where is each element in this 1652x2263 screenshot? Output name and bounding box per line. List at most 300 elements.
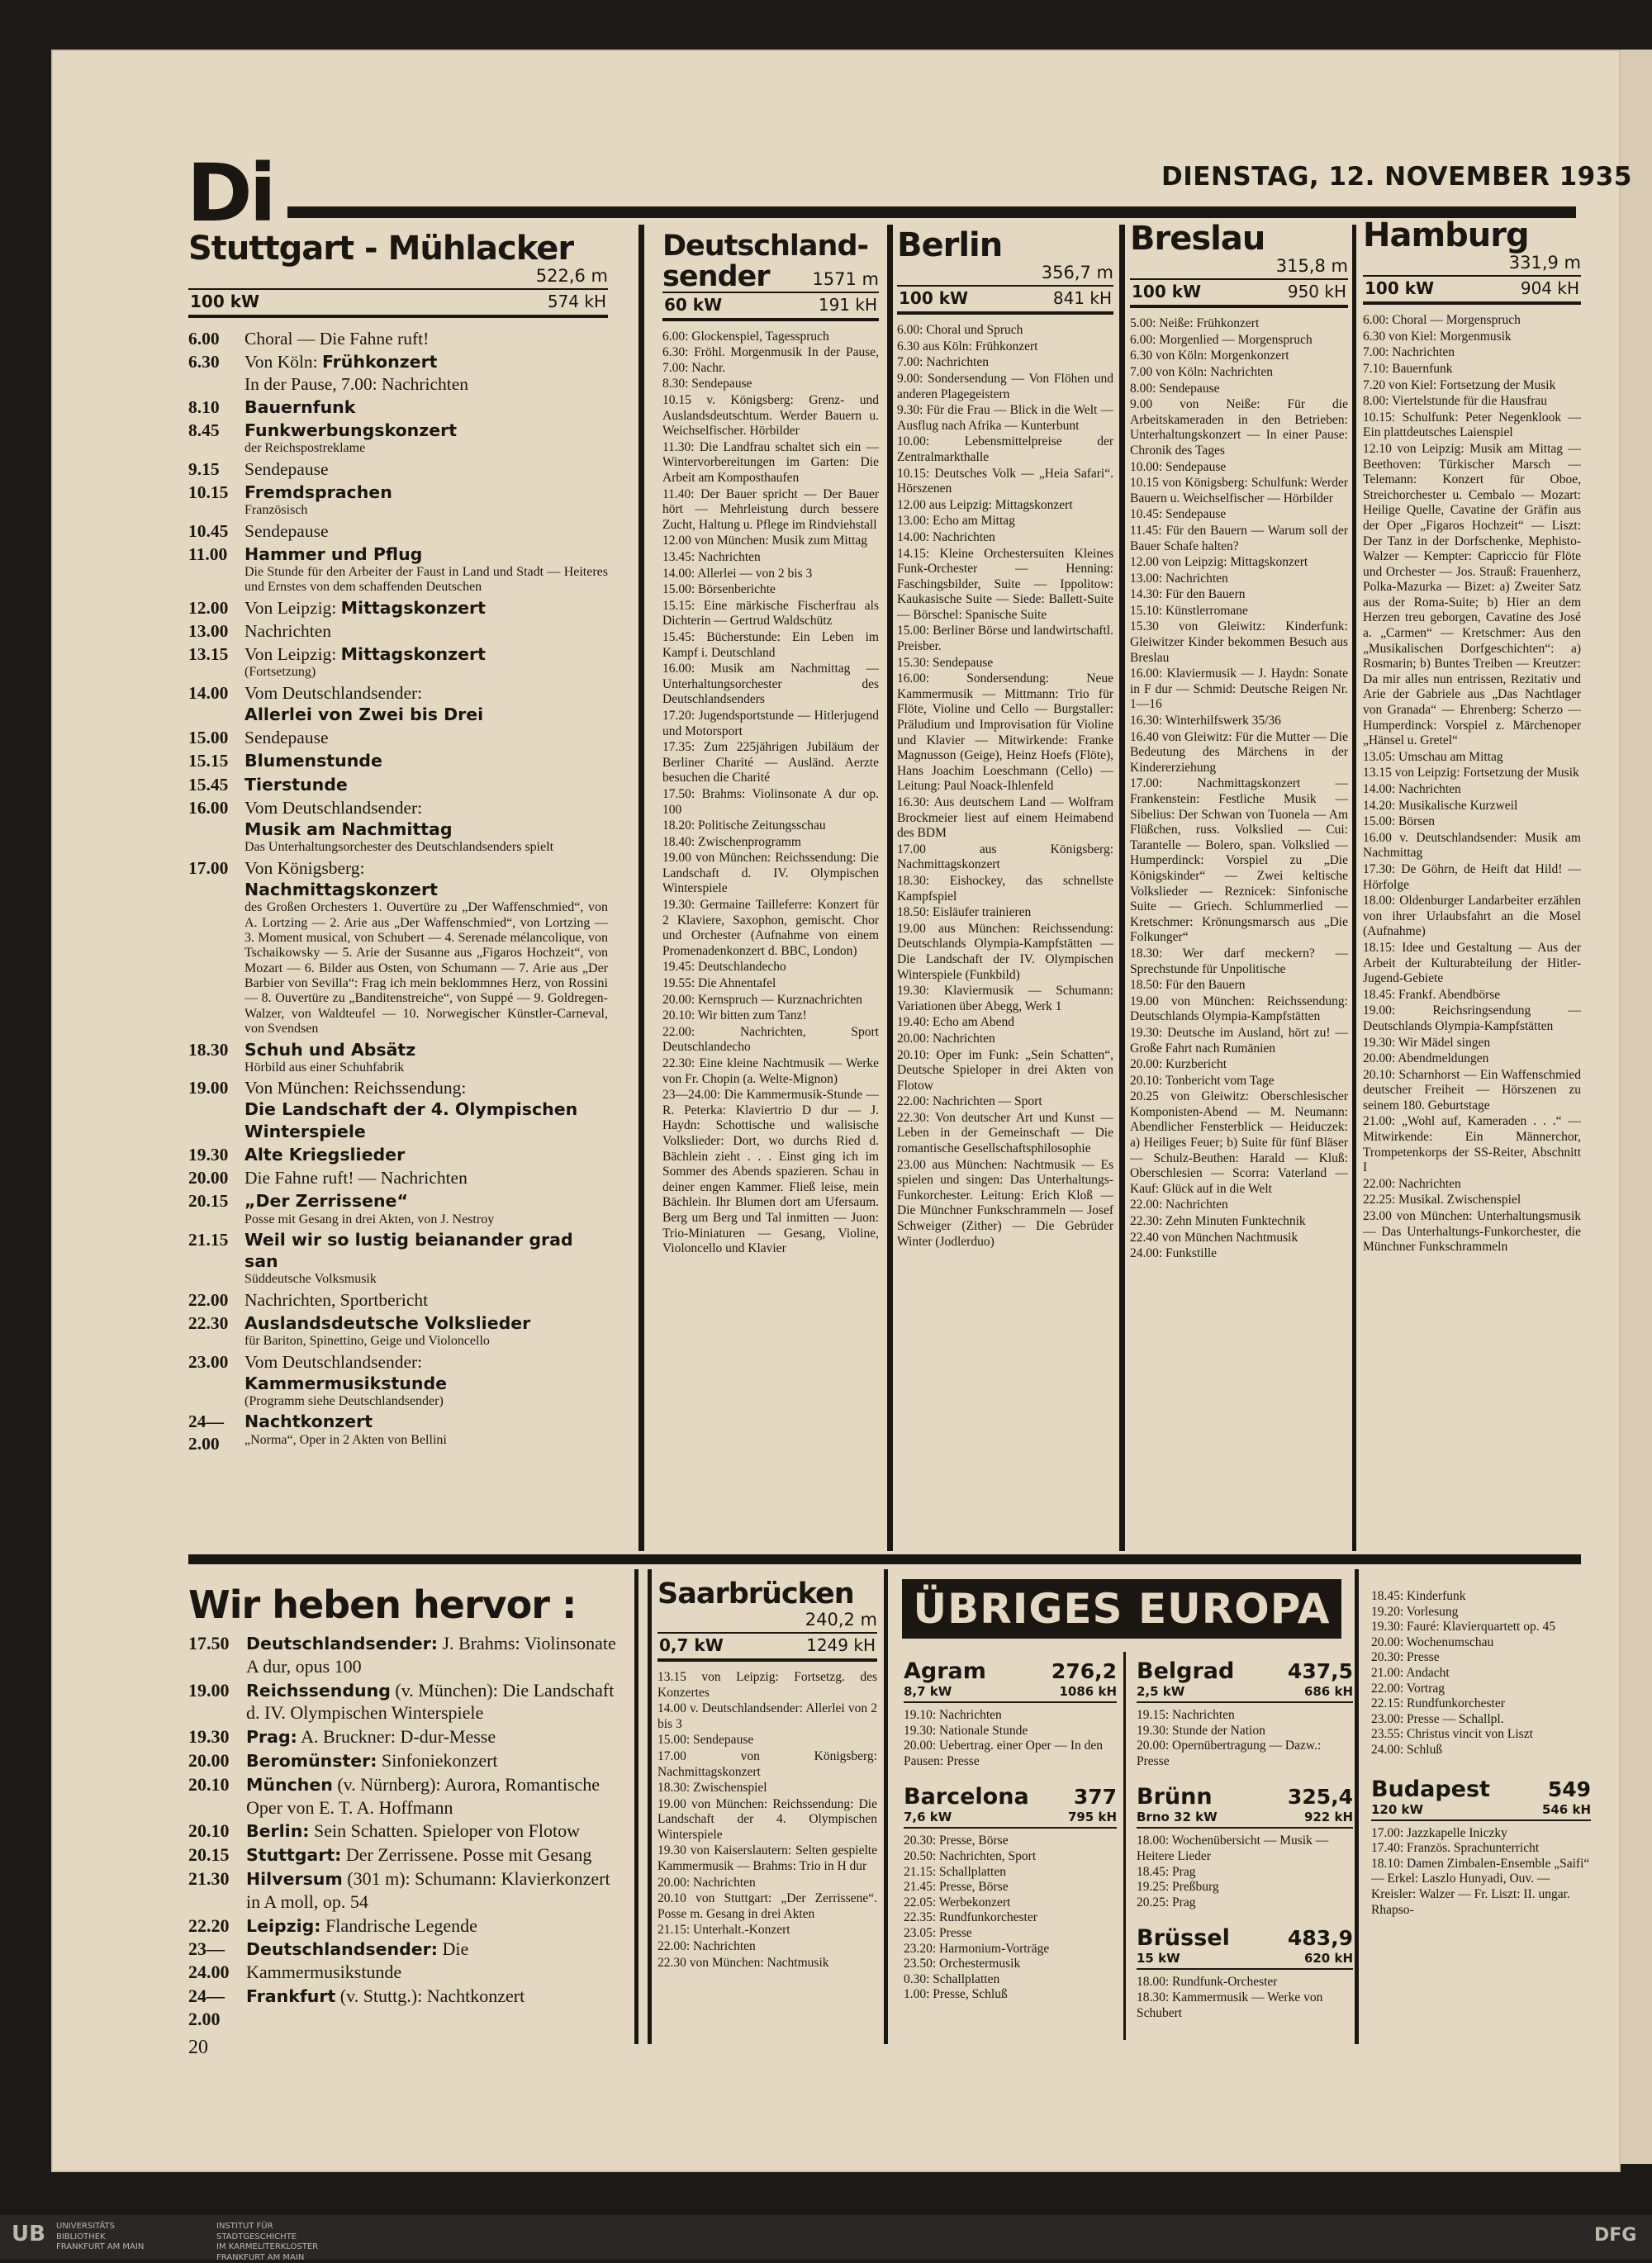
station-hamburg [1363,218,1581,1551]
program-body [244,1077,608,1142]
column-divider [1352,225,1356,1551]
program-entry: 22.15: Rundfunkorchester [1371,1696,1505,1711]
column-divider [634,1569,638,2044]
program-entry: 6.00: Choral — Morgenspruch [1363,313,1521,328]
highlight-body [246,1819,626,1843]
program-text: Die Fahne ruft! — Nachrichten [244,1168,468,1188]
station-power: 15 kW [1137,1951,1180,1966]
program-entry [188,774,608,795]
program-entry: 24.00: Schluß [1371,1742,1443,1757]
program-text: Nachrichten [244,620,332,641]
program-title: „Der Zerrissene“ [244,1191,408,1212]
highlight-text: Sein Schatten. Spieloper von Flotow [309,1820,581,1842]
program-time: 9.15 [188,458,220,479]
program-entry: 15.45: Bücherstunde: Ein Leben im Kampf i. Deutschland [662,629,879,660]
station-header [1137,1658,1353,1684]
highlight-text: Sinfoniekonzert [377,1749,498,1771]
program-title: Frühkonzert [321,352,438,372]
program-time: 6.30 [188,352,220,372]
program-entry: 17.00 von Königsberg: Nachmittagskonzert [657,1748,877,1779]
program-entry: 16.00: Musik am Nachmittag — Unterhaltungsorchester des Deutschlandsenders [662,662,879,707]
program-entry: 18.20: Politische Zeitungsschau [662,818,826,833]
station-stuttgart [188,231,608,1553]
program-note: Die Stunde für den Arbeiter der Faust in Land und Stadt — Heiteres und Ernstes von dem schaffenden Deutschen [244,564,608,595]
program-title: Funkwerbungskonzert [244,420,458,441]
program-entry: 6.00: Morgenlied — Morgenspruch [1130,332,1313,347]
program-text: Vom Deutschlandsender: [244,682,423,703]
program-entry: 23.50: Orchestermusik [904,1957,1021,1971]
program-entry: 18.45: Prag [1137,1864,1196,1879]
program-note: (Fortsetzung) [244,665,316,680]
program-body [244,351,608,394]
europe-left-column [904,1658,1117,2042]
program-entry: 19.30: Fauré: Klavierquartett op. 45 [1371,1620,1555,1634]
program-list [1371,1826,1591,1919]
station-name: Barcelona [904,1784,1029,1810]
day-abbreviation: Di [187,147,273,240]
program-time: 22.00 [188,1289,229,1310]
program-entry: 19.00 von München: Reichssendung: Die Landschaft d. IV. Olympischen Winterspiele [662,851,879,896]
program-text: Nachrichten, Sportbericht [244,1289,429,1310]
program-body [244,1144,608,1165]
program-entry: 17.00 aus Königsberg: Nachmittagskonzert [897,842,1113,872]
station-frequency: 546 kH [1541,1801,1591,1817]
station-wavelength: 1571 m [812,268,879,289]
station-brünn [1137,1784,1353,1910]
column-divider [648,1569,652,2044]
station-frequency: 620 kH [1303,1951,1353,1966]
program-entry: 21.45: Presse, Börse [904,1880,1009,1895]
program-entry: 16.40 von Gleiwitz: Für die Mutter — Die Bedeutung des Märchens in der Kindererziehung [1130,729,1348,775]
program-entry: 22.35: Rundfunkorchester [904,1910,1037,1925]
highlight-station: Deutschlandsender: [246,1634,438,1653]
program-entry [188,643,608,681]
program-entry: 18.15: Idee und Gestaltung — Aus der Arbeit der Kulturabteilung der Hitler-Jugend-Gebiete [1363,940,1581,986]
program-entry: 22.00: Nachrichten [1363,1176,1461,1191]
program-entry: 6.30 von Köln: Morgenkonzert [1130,349,1289,363]
program-entry: 14.00 v. Deutschlandsender: Allerlei von 2 bis 3 [657,1701,877,1731]
program-entry: 5.00: Neiße: Frühkonzert [1130,316,1260,331]
program-entry: 17.50: Brahms: Violinsonate A dur op. 100 [662,786,879,817]
column-divider [1355,1569,1359,2044]
program-entry: 23—24.00: Die Kammermusik-Stunde — R. Peterka: Klaviertrio D dur — J. Haydn: Schottische und walisische Volkslieder: Dort, wo durchs Ried d. Bächlein zieht . . . Einst ging ich im Sommer des Abends spazieren. Schau in deiner engen Kammer. Fließ leise, mein Bächlein. Ihr Blumen dort am Ufersaum. Berg um Berg und Tal inmitten — Juon: Trio-Miniaturen — Gesang, Violine, Violoncello und Klavier [662,1088,879,1256]
program-list [188,328,608,1454]
station-frequency: 191 kH [818,294,877,315]
highlight-time: 20.15 [188,1844,230,1866]
station-power: 100 kW [1365,278,1435,299]
program-entry: 6.00: Choral und Spruch [897,323,1023,338]
program-entry: 13.45: Nachrichten [662,550,761,564]
program-time: 19.00 [188,1078,229,1098]
station-brüssel [1137,1925,1353,2021]
program-title: Musik am Nachmittag [244,819,453,840]
program-entry: 12.00 von München: Musik zum Mittag [662,534,867,548]
program-body [244,774,608,795]
program-entry: 13.05: Umschau am Mittag [1363,749,1503,764]
program-text: Von Königsberg: [244,857,365,878]
program-body [244,750,608,771]
program-entry: 15.00: Börsen [1363,814,1435,829]
program-entry: 22.30: Zehn Minuten Funktechnik [1130,1214,1306,1229]
station-name: Brüssel [1137,1925,1230,1952]
program-entry: 15.30: Sendepause [897,655,994,670]
program-body [244,597,608,619]
highlight-station: Hilversum [246,1868,343,1889]
station-frequency: 922 kH [1303,1810,1353,1825]
highlight-time: 19.30 [188,1726,230,1748]
program-entry: 19.00 von München: Reichssendung: Deutschlands Olympia-Kampfstätten [1130,994,1348,1024]
highlight-text: J. Brahms: Violinsonate A dur, opus 100 [246,1633,616,1677]
station-power: 7,6 kW [904,1810,952,1825]
program-entry: 19.20: Vorlesung [1371,1604,1459,1619]
program-body [244,682,608,725]
station-barcelona [904,1784,1117,2003]
station-power: 100 kW [190,292,260,312]
program-time: 8.10 [188,396,220,417]
station-wavelength: 315,8 m [1275,256,1348,276]
station-power-row [1130,278,1348,308]
program-title: Allerlei von Zwei bis Drei [244,704,484,724]
highlights-list [188,1632,626,2030]
highlight-station: Stuttgart: [246,1845,342,1866]
program-entry: 20.00: Uebertrag. einer Oper — In den Pausen: Presse [904,1739,1104,1768]
program-list [1137,1975,1353,2021]
program-entry: 17.30: De Göhrn, de Heift dat Hild! — Hörfolge [1363,861,1581,892]
program-entry: 22.30: Von deutscher Art und Kunst — Leben in der Gemeinschaft — Die romantische Gesellschaftsphilosophie [897,1110,1113,1156]
highlight-body [246,1985,626,2030]
program-body [244,328,608,349]
station-name: Saarbrücken [657,1579,854,1611]
highlight-station: Leipzig: [246,1915,321,1936]
program-body [244,458,608,480]
highlight-time: 19.00 [188,1679,230,1701]
program-entry: 0.30: Schallplatten [904,1971,1000,1986]
program-entry: 18.00: Wochenübersicht — Musik — Heitere Lieder [1137,1834,1329,1863]
highlight-station: Prag: [246,1727,297,1748]
program-entry: 10.00: Sendepause [1130,459,1227,474]
program-title: Mittagskonzert [340,597,486,618]
section-divider [188,1554,1581,1564]
station-name: Deutschland- sender [662,231,869,293]
program-entry: 22.25: Musikal. Zwischenspiel [1363,1193,1521,1207]
program-text: Sendepause [244,458,329,479]
program-entry: 10.15: Deutsches Volk — „Heia Safari“. Hörszenen [897,466,1113,496]
program-entry: 19.00 aus München: Reichssendung: Deutschlands Olympia-Kampfstätten — Die Landschaft der IV. Olympischen Winterspiele (Funkbild) [897,921,1113,982]
column-divider [884,1569,888,2044]
program-entry: 19.30: Stunde der Nation [1137,1723,1265,1738]
program-entry: 20.00: Opernübertragung — Dazw.: Presse [1137,1739,1322,1768]
highlight-time: 21.30 [188,1867,230,1889]
program-entry: 10.15: Schulfunk: Peter Negenklook — Ein plattdeutsches Laienspiel [1363,410,1581,440]
station-deutschlandsender [662,231,879,1553]
program-entry [188,1077,608,1142]
header-date: DIENSTAG, 12. NOVEMBER 1935 [1161,162,1632,192]
program-text: In der Pause, 7.00: Nachrichten [244,373,469,394]
program-entry: 20.00: Nachrichten [897,1031,995,1046]
program-body [244,1351,608,1410]
program-entry [188,797,608,856]
program-time: 20.00 [188,1168,229,1188]
station-wavelength: 356,7 m [1041,263,1113,282]
program-list [1137,1834,1353,1910]
station-saarbruecken [657,1579,877,2042]
station-header [1137,1925,1353,1951]
highlight-station: München [246,1774,333,1795]
program-title: Alte Kriegslieder [244,1144,406,1165]
program-time: 18.30 [188,1039,229,1060]
program-entry: 19.45: Deutschlandecho [662,960,786,975]
program-time: 10.15 [188,482,229,502]
highlight-body [246,1914,626,1938]
program-body [244,1289,608,1311]
station-frequency: 686 kH [1303,1684,1353,1699]
program-body [244,1411,608,1454]
program-entry [188,1312,608,1350]
program-entry: 16.30: Winterhilfswerk 35/36 [1130,714,1281,728]
program-entry: 15.00: Sendepause [657,1733,754,1748]
highlight-entry [188,1819,626,1843]
station-name: Budapest [1371,1776,1490,1802]
program-entry: 19.40: Echo am Abend [897,1015,1015,1030]
program-entry: 20.10 von Stuttgart: „Der Zerrissene“. Posse m. Gesang in drei Akten [657,1891,877,1921]
program-entry: 13.15 von Leipzig: Fortsetzg. des Konzertes [657,1669,877,1700]
station-frequency: 1249 kH [806,1634,876,1655]
station-power: 100 kW [899,288,969,309]
highlight-body [246,1725,626,1748]
program-entry: 19.25: Preßburg [1137,1880,1219,1895]
program-entry: 20.00: Kernspruch — Kurznachrichten [662,992,862,1007]
highlight-time: 20.00 [188,1749,230,1771]
program-time: 8.45 [188,420,220,441]
program-entry: 20.30: Presse [1371,1650,1440,1665]
highlight-text: (v. Nürnberg): Aurora, Romantische Oper von E. T. A. Hoffmann [246,1773,601,1818]
station-power-row [1137,1684,1353,1703]
station-frequency: 841 kH [1052,288,1112,309]
program-text: Von München: Reichssendung: [244,1078,467,1098]
program-entry: 15.30 von Gleiwitz: Kinderfunk: Gleiwitzer Kinder bekommen Besuch aus Breslau [1130,619,1348,665]
highlight-text: (v. Stuttg.): Nachtkonzert [335,1985,525,2006]
station-power: 0,7 kW [659,1634,724,1655]
highlight-time: 20.10 [188,1820,230,1842]
program-time: 21.15 [188,1229,229,1250]
station-power: 8,7 kW [904,1684,952,1699]
europe-title: ÜBRIGES EUROPA [902,1579,1341,1639]
program-entry: 6.30: Fröhl. Morgenmusik In der Pause, 7.00: Nachr. [662,345,879,375]
program-entry: 20.10: Wir bitten zum Tanz! [662,1008,807,1023]
program-entry: 17.40: Französ. Sprachunterricht [1371,1841,1540,1856]
program-entry: 18.10: Damen Zimbalen-Ensemble „Saifi“ — Erkel: Laszlo Hunyadi, Ouv. — Kreisler: Walzer — Fr. Liszt: II. ungar. Rhapso- [1371,1856,1590,1917]
station-wavelength: 240,2 m [805,1609,877,1630]
program-entry: 18.30: Zwischenspiel [657,1781,767,1796]
highlights-title: Wir heben hervor : [188,1586,577,1627]
highlight-station: Berlin: [246,1821,310,1842]
highlight-body [246,1773,626,1819]
station-wavelength: 522,6 m [535,266,608,286]
station-breslau [1130,221,1348,1551]
program-title: Weil wir so lustig beianander grad san [244,1229,573,1272]
highlight-station: Reichssendung [246,1680,391,1701]
program-time: 20.15 [188,1191,229,1212]
program-entry [188,420,608,457]
program-entry: 22.05: Werbekonzert [904,1895,1011,1910]
program-entry: 16.00: Sondersendung: Neue Kammermusik — Mittmann: Trio für Flöte, Violine und Cello — Burgstaller: Präludium und Improvisation für Violine und Klavier — Mitwirkende: Franke Magnusson (Geige), Heinz Hoefs (Flöte), Hans Joachim Loeschmann (Cello) — Leitung: Paul Noack-Ihlenfeld [897,671,1113,794]
program-entry: 20.25 von Gleiwitz: Oberschlesischer Komponisten-Abend — M. Neumann: Abendlicher Fensterblick — Heiduczek: a) Heiliges Feuer; b) Suite für fünf Bläser — Schulz-Beuthen: Harald — Kluß: Oberschlesien — Scorra: Vaterland — Kauf: Glück auf in die Welt [1130,1089,1348,1196]
program-entry: 18.50: Für den Bauern [1130,978,1246,993]
program-entry: 23.05: Presse [904,1925,972,1940]
highlight-time: 23—24.00 [188,1938,230,1983]
program-time: 23.00 [188,1351,229,1372]
program-list [1363,313,1581,1255]
program-text: Sendepause [244,728,329,748]
program-entry [188,1039,608,1076]
station-budapest [1371,1777,1591,1919]
program-entry [188,520,608,542]
program-entry: 14.20: Musikalische Kurzweil [1363,798,1518,813]
program-body [244,396,608,418]
program-time: 11.00 [188,543,228,564]
highlight-entry [188,1725,626,1748]
highlight-body [246,1867,626,1914]
program-entry [188,1190,608,1227]
program-body [244,420,608,457]
program-title: Tierstunde [244,774,348,795]
station-power-row [662,292,879,321]
program-list [1130,316,1348,1262]
program-entry: 20.00: Nachrichten [657,1875,756,1890]
station-wavelength: 483,9 [1287,1926,1353,1951]
program-title: Hammer und Pflug [244,543,423,564]
program-note: für Bariton, Spinettino, Geige und Violoncello [244,1334,490,1349]
europe-third-column [1371,1589,1591,2043]
ifs-logo-text: INSTITUT FÜR STADTGESCHICHTE IM KARMELITERKLOSTER FRANKFURT AM MAIN [216,2222,319,2262]
program-title: Die Landschaft der 4. Olympischen Winterspiele [244,1099,578,1141]
program-entry: 16.00: Klaviermusik — J. Haydn: Sonate in F dur — Schmid: Deutsche Reigen Nr. 1—16 [1130,667,1348,712]
program-entry: 19.30: Deutsche im Ausland, hört zu! — Große Fahrt nach Rumänien [1130,1025,1348,1056]
highlight-entry [188,1914,626,1938]
program-entry: 8.00: Sendepause [1130,381,1220,396]
program-body [244,620,608,642]
program-body [244,643,608,681]
highlight-time: 24—2.00 [188,1985,225,2029]
program-title: Schuh und Absätz [244,1039,416,1060]
program-entry: 19.00: Reichsringsendung — Deutschlands Olympia-Kampfstätten [1363,1003,1581,1033]
program-body [244,1167,608,1188]
program-entry: 20.50: Nachrichten, Sport [904,1848,1037,1863]
station-wavelength: 331,9 m [1508,253,1581,273]
program-title: Mittagskonzert [340,644,486,665]
program-time: 15.00 [188,728,229,748]
program-entry [188,1351,608,1410]
ub-logo-text: UNIVERSITÄTS BIBLIOTHEK FRANKFURT AM MAIN [56,2222,145,2251]
highlights-section [188,1586,626,2040]
station-header [904,1658,1117,1684]
program-entry: 20.10: Tonbericht vom Tage [1130,1073,1275,1088]
program-entry [188,1411,608,1454]
program-entry: 13.00: Nachrichten [1130,571,1228,586]
program-entry: 9.00: Sondersendung — Von Flöhen und anderen Plagegeistern [897,371,1113,401]
column-divider [1119,225,1125,1551]
program-entry: 8.30: Sendepause [662,377,752,391]
station-power-row [904,1684,1117,1703]
program-entry [188,328,608,349]
europe-right-column [1137,1658,1353,2042]
program-entry: 7.00: Nachrichten [897,355,990,370]
program-entry: 13.15 von Leipzig: Fortsetzung der Musik [1363,766,1579,780]
program-entry: 15.00: Berliner Börse und landwirtschaftl. Preisber. [897,624,1113,654]
program-entry: 10.45: Sendepause [1130,507,1227,522]
column-divider [1123,1652,1126,2040]
program-note: Französisch [244,503,308,518]
program-time: 15.45 [188,774,229,795]
program-list [1371,1589,1591,1758]
station-belgrad [1137,1658,1353,1769]
station-frequency: 904 kH [1520,278,1579,299]
station-berlin [897,228,1113,1549]
program-entry: 21.00: „Wohl auf, Kameraden . . .“ — Mitwirkende: Ein Männerchor, Trompetenkorps der SS-Reiter, Abschnitt I [1363,1114,1581,1175]
program-note: Posse mit Gesang in drei Akten, von J. Nestroy [244,1212,495,1226]
station-wavelength: 437,5 [1287,1659,1353,1683]
program-entry: 23.00 aus München: Nachtmusik — Es spielen und singen: Das Unterhaltungs-Funkorchester. Leitung: Erich Kloß — Die Münchner Funkschrammeln — Josef Schweiger (Zither) — Die Gebrüder Winter (Jodlerduo) [897,1157,1113,1249]
program-entry: 19.30: Klaviermusik — Schumann: Variationen über Abegg, Werk 1 [897,984,1113,1013]
program-entry: 19.10: Nachrichten [904,1708,1002,1722]
highlight-entry [188,1749,626,1772]
program-time: 22.30 [188,1313,229,1333]
program-title: Bauernfunk [244,396,356,417]
station-name: Agram [904,1658,986,1684]
program-entry: 15.10: Künstlerromane [1130,603,1248,618]
highlight-body [246,1749,626,1772]
program-entry: 22.30 von München: Nachtmusik [657,1955,829,1970]
program-entry: 10.00: Lebensmittelpreise der Zentralmarkthalle [897,434,1113,464]
program-entry [188,682,608,725]
program-entry: 12.00 von Leipzig: Mittagskonzert [1130,555,1308,570]
station-power: 2,5 kW [1137,1684,1185,1699]
header-rule [287,206,1576,218]
program-entry [188,482,608,519]
highlight-entry [188,1679,626,1725]
program-entry [188,857,608,1037]
program-time: 16.00 [188,797,229,818]
program-title: Nachtkonzert [244,1411,373,1432]
program-entry: 18.30: Kammermusik — Werke von Schubert [1137,1990,1323,2020]
program-entry: 14.00: Nachrichten [897,529,995,544]
station-power-row [897,285,1113,315]
program-entry: 22.00: Nachrichten [657,1939,756,1954]
station-wavelength: 377 [1073,1785,1117,1810]
highlight-text: Der Zerrissene. Posse mit Gesang [341,1844,592,1866]
station-power-row [657,1632,877,1662]
station-frequency: 795 kH [1067,1810,1117,1825]
station-frequency: 1086 kH [1059,1684,1117,1699]
program-entry: 14.00: Nachrichten [1363,782,1461,796]
program-time: 24—2.00 [188,1411,224,1454]
highlight-entry [188,1773,626,1819]
program-entry: 16.30: Aus deutschem Land — Wolfram Brockmeier liest auf einem Heimabend des BDM [897,795,1113,841]
program-entry [188,351,608,394]
program-entry: 19.00 von München: Reichssendung: Die Landschaft der 4. Olympischen Winterspiele [657,1796,877,1842]
program-list [904,1834,1117,2003]
station-frequency: 574 kH [547,292,606,312]
station-power: 60 kW [664,294,723,315]
highlight-body [246,1938,626,1984]
program-entry [188,620,608,642]
highlight-entry [188,1632,626,1678]
station-power: Brno 32 kW [1137,1810,1218,1825]
station-name: Stuttgart - Mühlacker [188,231,574,268]
program-entry [188,727,608,748]
program-body [244,1229,608,1288]
program-note: Das Unterhaltungsorchester des Deutschlandsenders spielt [244,840,554,855]
